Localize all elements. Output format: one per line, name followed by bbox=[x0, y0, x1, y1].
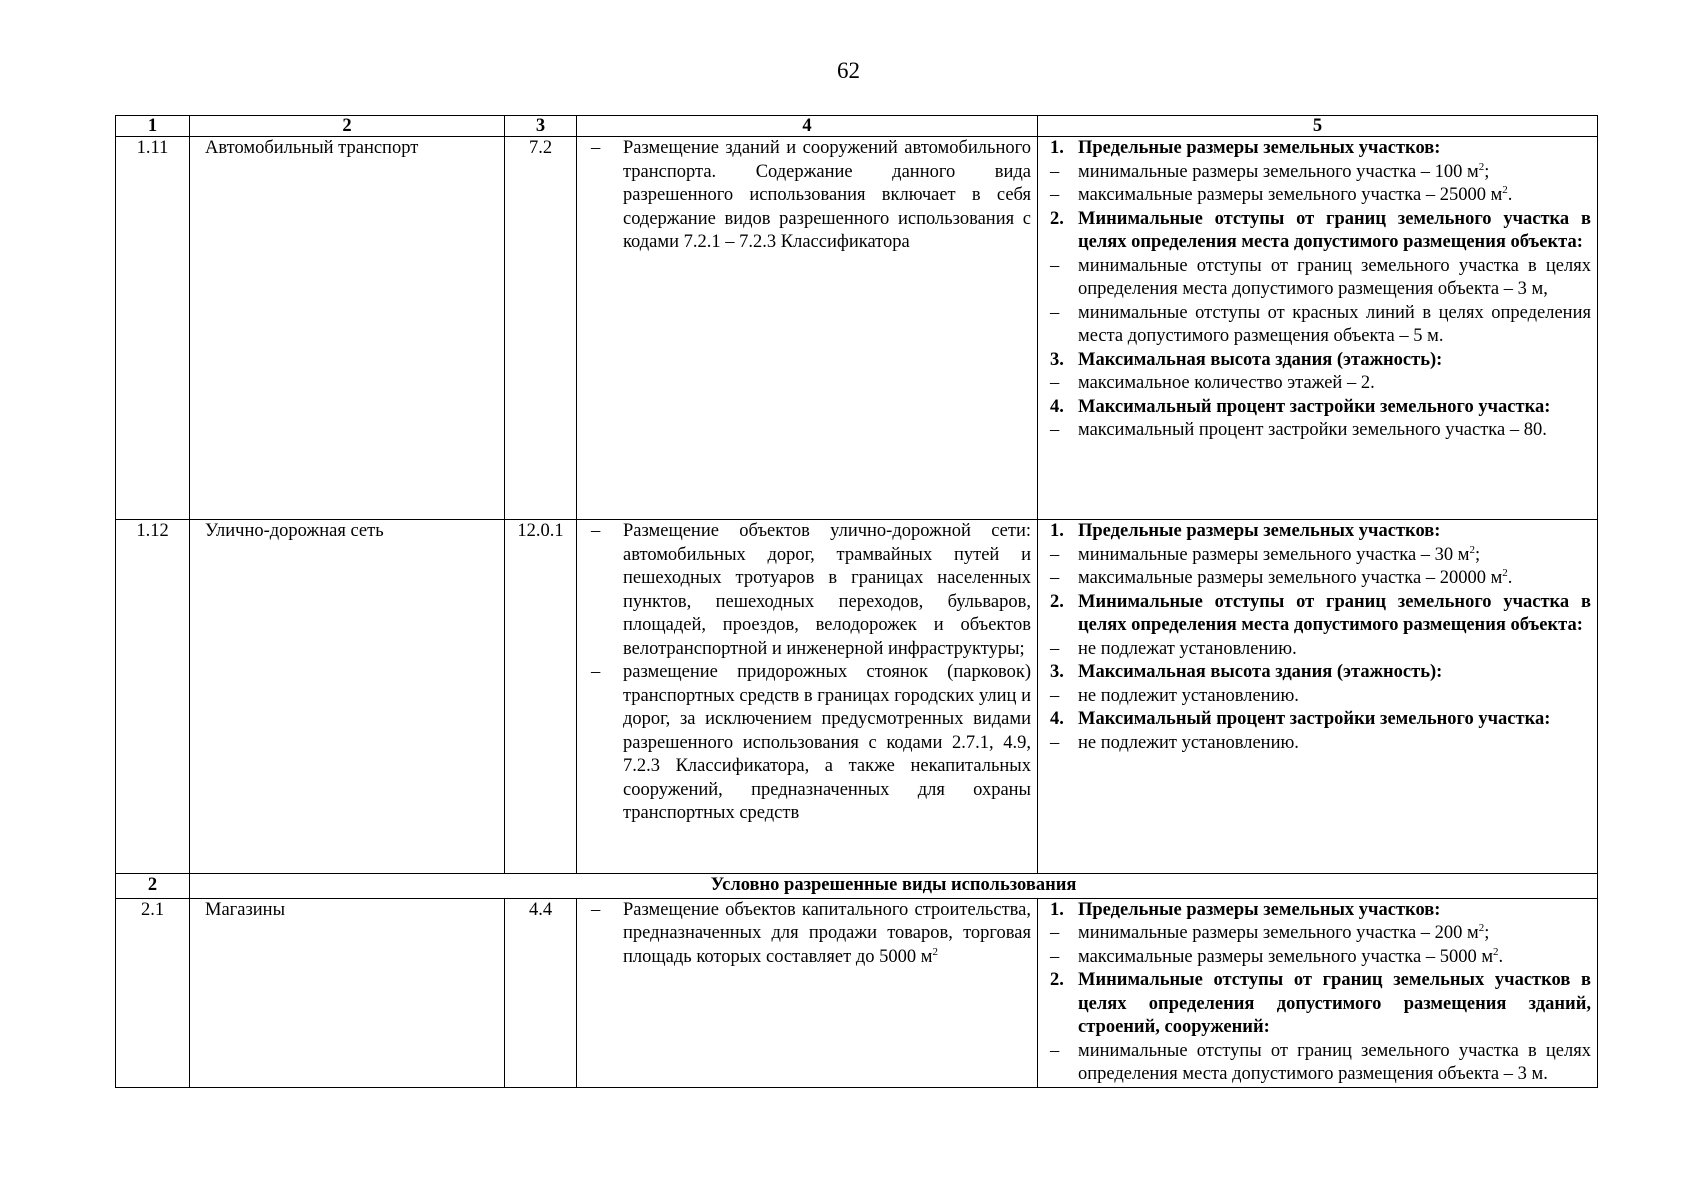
heading-number: 2. bbox=[1050, 970, 1064, 990]
param-text: не подлежат установлению. bbox=[1078, 638, 1297, 659]
heading-number: 4. bbox=[1050, 396, 1064, 417]
classifier-code: 7.2 bbox=[505, 137, 577, 520]
param-heading bbox=[1050, 899, 1591, 923]
section-number: 2 bbox=[116, 874, 190, 899]
section-row bbox=[116, 874, 1598, 899]
heading-number: 1. bbox=[1050, 899, 1064, 920]
parameters-cell bbox=[1038, 898, 1598, 1087]
heading-text: Максимальный процент застройки земельного участка: bbox=[1078, 396, 1551, 417]
dash-marker: – bbox=[1050, 161, 1060, 182]
param-item bbox=[1050, 1040, 1591, 1087]
dash-marker: – bbox=[1050, 638, 1060, 659]
use-description bbox=[577, 898, 1038, 1087]
parameters-cell bbox=[1038, 137, 1598, 520]
param-item bbox=[1050, 946, 1591, 970]
heading-text: Предельные размеры земельных участков: bbox=[1078, 899, 1441, 920]
param-text: максимальные размеры земельного участка – 5000 $м^2$. bbox=[1078, 945, 1504, 967]
heading-number: 3. bbox=[1050, 349, 1064, 370]
param-item bbox=[1050, 419, 1591, 443]
use-type-name: Улично-дорожная сеть bbox=[190, 520, 505, 874]
param-text: минимальные отступы от границ земельного участка в целях определения места допустимого размещения объекта – 3 м. bbox=[1078, 1040, 1591, 1084]
dash-marker: – bbox=[591, 138, 601, 158]
dash-marker: – bbox=[1050, 568, 1060, 588]
param-heading bbox=[1050, 661, 1591, 685]
param-item bbox=[1050, 302, 1591, 349]
param-item bbox=[1050, 567, 1591, 591]
heading-number: 1. bbox=[1050, 138, 1064, 158]
description-item bbox=[583, 520, 1031, 661]
heading-number: 3. bbox=[1050, 662, 1064, 682]
param-item bbox=[1050, 184, 1591, 208]
param-heading bbox=[1050, 520, 1591, 544]
table-row bbox=[116, 898, 1598, 1087]
use-description bbox=[577, 137, 1038, 520]
table-row bbox=[116, 137, 1598, 520]
description-text: Размещение объектов капитального строительства, предназначенных для продажи товаров, торговая площадь которых составляет до 5000 $м^2$ bbox=[623, 899, 1031, 967]
param-text: максимальные размеры земельного участка – 25000 $м^2$. bbox=[1078, 183, 1513, 205]
param-item bbox=[1050, 638, 1591, 662]
param-item bbox=[1050, 372, 1591, 396]
heading-text: Минимальные отступы от границ земельного участка в целях определения места допустимого размещения объекта: bbox=[1078, 591, 1591, 635]
row-number: 1.11 bbox=[116, 137, 190, 520]
param-item bbox=[1050, 685, 1591, 709]
dash-marker: – bbox=[1050, 923, 1060, 943]
col-header-1: 1 bbox=[116, 116, 190, 137]
dash-marker: – bbox=[1050, 373, 1060, 393]
heading-number: 2. bbox=[1050, 208, 1064, 229]
parameters-cell bbox=[1038, 520, 1598, 874]
heading-text: Минимальные отступы от границ земельного участка в целях определения места допустимого размещения объекта: bbox=[1078, 208, 1591, 252]
col-header-2: 2 bbox=[190, 116, 505, 137]
param-item bbox=[1050, 732, 1591, 756]
classifier-code: 12.0.1 bbox=[505, 520, 577, 874]
heading-text: Предельные размеры земельных участков: bbox=[1078, 521, 1441, 541]
param-item bbox=[1050, 255, 1591, 302]
dash-marker: – bbox=[1050, 255, 1060, 276]
use-type-name: Магазины bbox=[190, 898, 505, 1087]
dash-marker: – bbox=[1050, 420, 1060, 440]
param-text: минимальные размеры земельного участка – 200 $м^2$; bbox=[1078, 921, 1490, 943]
description-item bbox=[583, 661, 1031, 826]
zoning-table bbox=[115, 115, 1598, 1088]
heading-text: Максимальная высота здания (этажность): bbox=[1078, 662, 1443, 682]
row-number: 1.12 bbox=[116, 520, 190, 874]
dash-marker: – bbox=[591, 662, 601, 682]
header-row bbox=[116, 116, 1598, 137]
dash-marker: – bbox=[1050, 685, 1060, 706]
section-title: Условно разрешенные виды использования bbox=[190, 874, 1598, 899]
heading-number: 4. bbox=[1050, 709, 1064, 729]
col-header-3: 3 bbox=[505, 116, 577, 137]
use-type-name: Автомобильный транспорт bbox=[190, 137, 505, 520]
dash-marker: – bbox=[1050, 302, 1060, 323]
table-row bbox=[116, 520, 1598, 874]
param-heading bbox=[1050, 969, 1591, 1040]
dash-marker: – bbox=[1050, 185, 1060, 205]
col-header-5: 5 bbox=[1038, 116, 1598, 137]
dash-marker: – bbox=[591, 899, 601, 920]
col-header-4: 4 bbox=[577, 116, 1038, 137]
heading-number: 1. bbox=[1050, 521, 1064, 541]
param-text: минимальные размеры земельного участка – 100 $м^2$; bbox=[1078, 160, 1490, 182]
param-text: максимальное количество этажей – 2. bbox=[1078, 373, 1375, 393]
param-text: минимальные размеры земельного участка – 30 $м^2$; bbox=[1078, 543, 1481, 565]
dash-marker: – bbox=[1050, 732, 1060, 753]
description-item bbox=[583, 137, 1031, 255]
param-heading bbox=[1050, 349, 1591, 373]
param-text: минимальные отступы от красных линий в целях определения места допустимого размещения объекта – 5 м. bbox=[1078, 302, 1591, 346]
dash-marker: – bbox=[1050, 544, 1060, 565]
param-item bbox=[1050, 544, 1591, 568]
page-number: 62 bbox=[837, 58, 860, 83]
heading-number: 2. bbox=[1050, 591, 1064, 612]
param-heading bbox=[1050, 591, 1591, 638]
heading-text: Максимальный процент застройки земельного участка: bbox=[1078, 709, 1551, 729]
description-item bbox=[583, 899, 1031, 970]
param-heading bbox=[1050, 208, 1591, 255]
description-text: Размещение зданий и сооружений автомобильного транспорта. Содержание данного вида разрешенного использования включает в себя содержание видов разрешенного использования с кодами 7.2.1 – 7.2.3 Классификатора bbox=[623, 138, 1031, 252]
param-text: не подлежит установлению. bbox=[1078, 685, 1299, 706]
param-heading bbox=[1050, 396, 1591, 420]
row-number: 2.1 bbox=[116, 898, 190, 1087]
heading-text: Максимальная высота здания (этажность): bbox=[1078, 349, 1443, 370]
description-text: Размещение объектов улично-дорожной сети: автомобильных дорог, трамвайных путей и пешеходных тротуаров в границах населенных пунктов, пешеходных переходов, бульваров, площадей, проездов, велодорожек и объектов велотранспортной и инженерной инфраструктуры; bbox=[623, 521, 1031, 659]
dash-marker: – bbox=[1050, 946, 1060, 967]
dash-marker: – bbox=[591, 521, 601, 541]
param-text: не подлежит установлению. bbox=[1078, 732, 1299, 753]
heading-text: Минимальные отступы от границ земельных участков в целях определения допустимого размещения зданий, строений, сооружений: bbox=[1078, 970, 1591, 1037]
param-text: минимальные отступы от границ земельного участка в целях определения места допустимого размещения объекта – 3 м, bbox=[1078, 255, 1591, 299]
param-item bbox=[1050, 922, 1591, 946]
classifier-code: 4.4 bbox=[505, 898, 577, 1087]
param-heading bbox=[1050, 137, 1591, 161]
use-description bbox=[577, 520, 1038, 874]
description-text: размещение придорожных стоянок (парковок) транспортных средств в границах городских улиц и дорог, за исключением предусмотренных видами разрешенного использования с кодами 2.7.1, 4.9, 7.2.3 Классификатора, а также некапитальных сооружений, предназначенных для охраны транспортных средств bbox=[623, 662, 1031, 823]
param-heading bbox=[1050, 708, 1591, 732]
param-text: максимальный процент застройки земельного участка – 80. bbox=[1078, 420, 1547, 440]
param-text: максимальные размеры земельного участка – 20000 $м^2$. bbox=[1078, 566, 1513, 588]
heading-text: Предельные размеры земельных участков: bbox=[1078, 138, 1441, 158]
param-item bbox=[1050, 161, 1591, 185]
dash-marker: – bbox=[1050, 1040, 1060, 1061]
